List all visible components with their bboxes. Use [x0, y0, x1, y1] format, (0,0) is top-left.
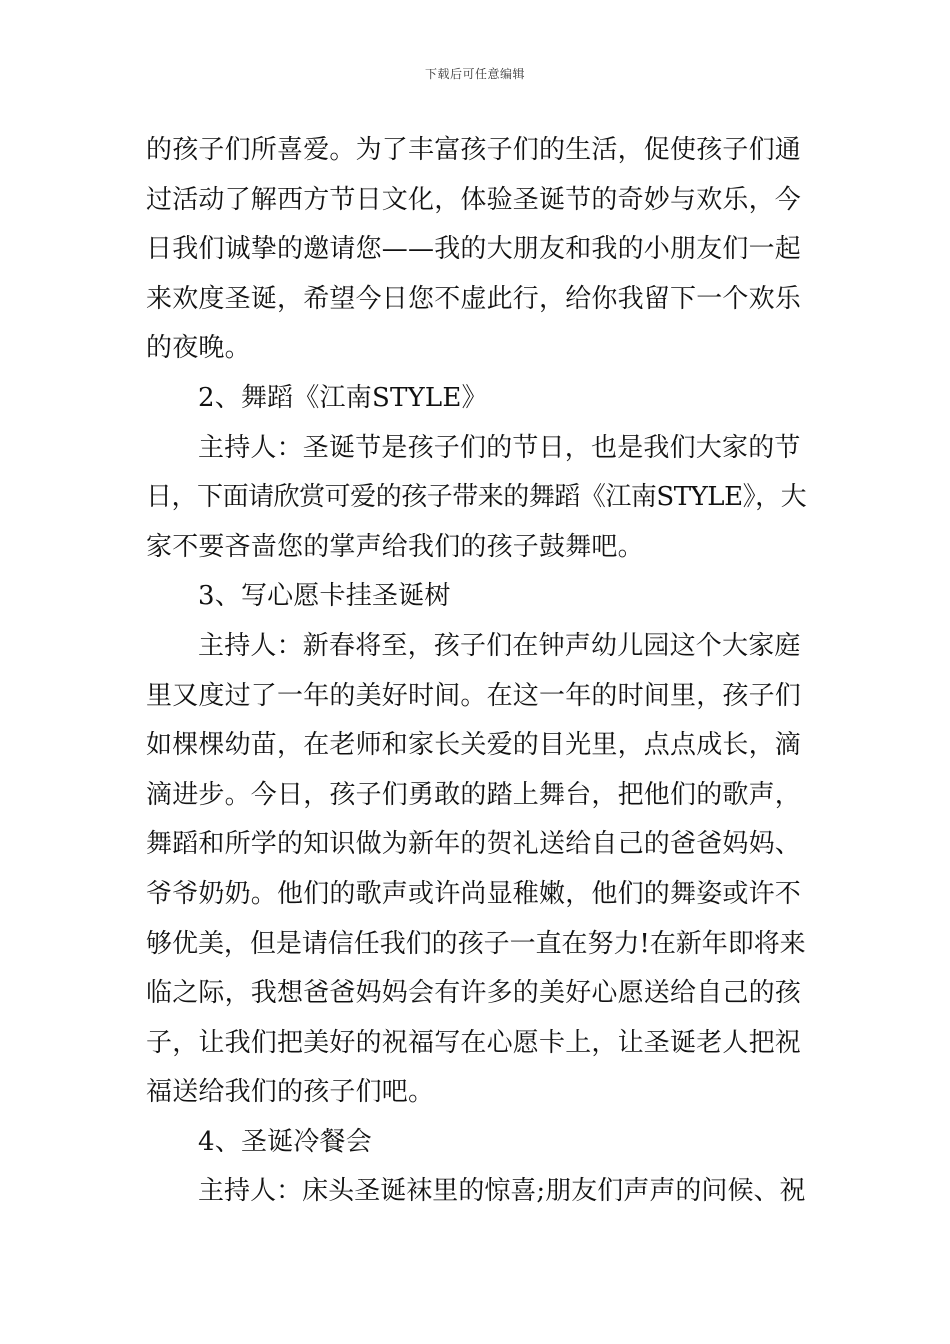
text-line: 如棵棵幼苗，在老师和家长关爱的目光里，点点成长，滴 — [146, 730, 802, 761]
text-line: 舞蹈和所学的知识做为新年的贺礼送给自己的爸爸妈妈、 — [146, 829, 802, 860]
text-line: 主持人：圣诞节是孩子们的节日，也是我们大家的节 — [198, 432, 801, 463]
text-line: 主持人：床头圣诞袜里的惊喜;朋友们声声的问候、祝 — [198, 1176, 806, 1207]
text-line: 临之际，我想爸爸妈妈会有许多的美好心愿送给自己的孩 — [146, 978, 802, 1009]
text-line: 主持人：新春将至，孩子们在钟声幼儿园这个大家庭 — [198, 630, 801, 661]
document-body — [146, 126, 806, 1217]
text-line: 福送给我们的孩子们吧。 — [146, 1077, 435, 1108]
text-line: 够优美，但是请信任我们的孩子一直在努力!在新年即将来 — [146, 928, 806, 959]
text-line: 过活动了解西方节日文化，体验圣诞节的奇妙与欢乐，今 — [146, 184, 802, 215]
text-line: 家不要吝啬您的掌声给我们的孩子鼓舞吧。 — [146, 531, 644, 562]
text-line: 3、写心愿卡挂圣诞树 — [198, 581, 451, 612]
text-line: 来欢度圣诞，希望今日您不虚此行，给你我留下一个欢乐 — [146, 283, 802, 314]
text-line: 日，下面请欣赏可爱的孩子带来的舞蹈《江南STYLE》，大 — [146, 482, 807, 513]
text-line: 爷爷奶奶。他们的歌声或许尚显稚嫩，他们的舞姿或许不 — [146, 878, 802, 909]
page-header: 下载后可任意编辑 — [424, 67, 525, 81]
text-line: 的孩子们所喜爱。为了丰富孩子们的生活，促使孩子们通 — [146, 135, 802, 165]
text-line: 4、圣诞冷餐会 — [198, 1126, 372, 1157]
text-line: 子，让我们把美好的祝福写在心愿卡上，让圣诞老人把祝 — [146, 1027, 802, 1058]
text-line: 的夜晚。 — [146, 333, 251, 364]
text-line: 日我们诚挚的邀请您——我的大朋友和我的小朋友们一起 — [146, 234, 802, 265]
text-line: 2、舞蹈《江南STYLE》 — [198, 382, 488, 413]
text-line: 滴进步。今日，孩子们勇敢的踏上舞台，把他们的歌声， — [146, 779, 802, 810]
text-line: 里又度过了一年的美好时间。在这一年的时间里，孩子们 — [146, 680, 802, 711]
